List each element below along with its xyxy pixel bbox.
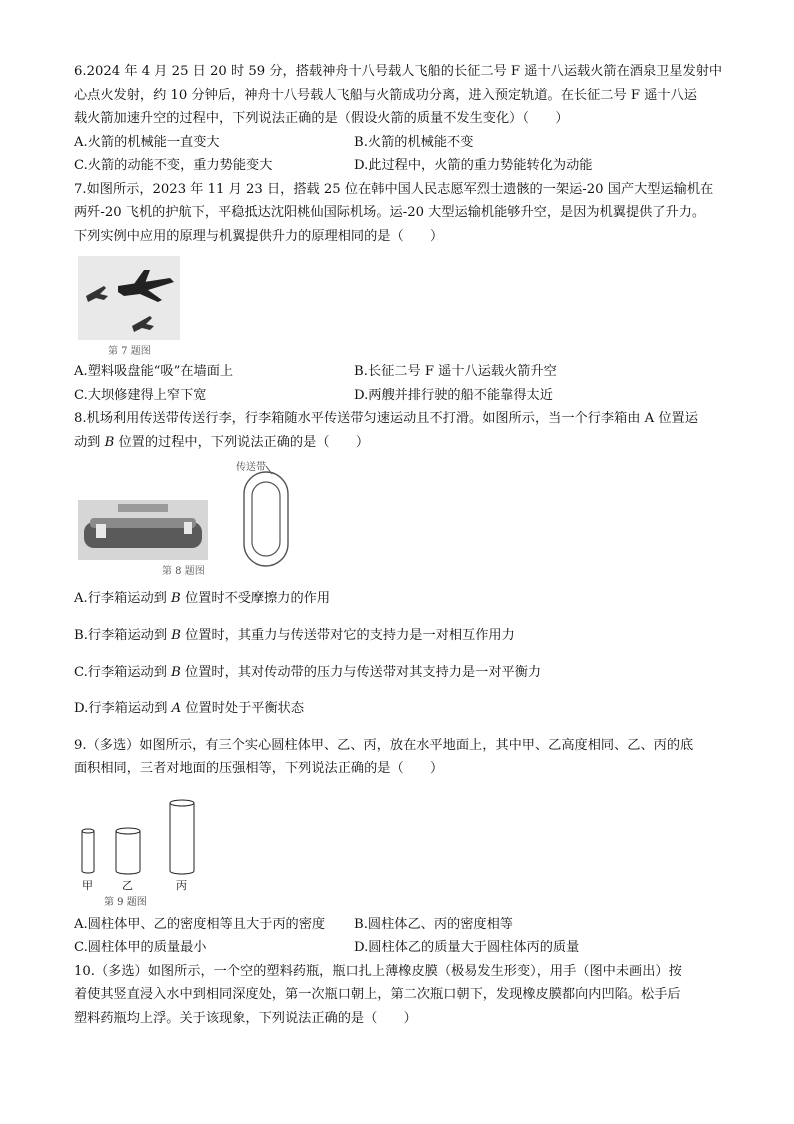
carousel-illustration-icon — [78, 500, 208, 560]
q6-options-row — [74, 131, 734, 155]
q9-option-d: D.圆柱体乙的质量大于圆柱体丙的质量 — [354, 940, 580, 956]
q7-option-a: A.塑料吸盘能“吸”在墙面上 — [74, 364, 234, 379]
aircraft-photo — [78, 256, 180, 340]
question-6 — [74, 60, 734, 178]
q7-option-b: B.长征二号 F 遥十八运载火箭升空 — [354, 364, 557, 379]
q8-stem-line — [74, 431, 734, 455]
q8-option-a — [74, 587, 734, 611]
q7-figure — [78, 256, 180, 356]
cylinders-diagram — [78, 799, 208, 879]
label-yi: 乙 — [122, 878, 133, 892]
text-segment: C.行李箱运动到 — [74, 664, 172, 680]
q6-stem-line: 心点火发射，约 10 分钟后，神舟十八号载人飞船与火箭成功分离，进入预定轨道。在长征二号 F 遥十八运 — [74, 87, 697, 103]
q7-option-d: D.两艘并排行驶的船不能靠得太近 — [354, 387, 553, 403]
q6-stem-line: 载火箭加速升空的过程中，下列说法正确的是（假设火箭的质量不发生变化）（ ） — [74, 111, 569, 126]
q7-options-row — [74, 384, 734, 408]
q9-option-c: C.圆柱体甲的质量最小 — [74, 940, 207, 956]
question-10 — [74, 960, 734, 1031]
question-8 — [74, 407, 734, 721]
q6-option-a: A.火箭的机械能一直变大 — [74, 134, 220, 150]
cylinder-yi — [116, 828, 140, 874]
q9-figure-caption: 第 9 题图 — [104, 896, 147, 908]
q7-options-row — [74, 360, 734, 384]
q6-option-b: B.火箭的机械能不变 — [354, 134, 474, 150]
label-jia: 甲 — [82, 878, 93, 892]
question-9 — [74, 734, 734, 960]
text-segment: 位置时，其对传动带的压力与传送带对其支持力是一对平衡力 — [180, 664, 542, 680]
q9-option-b: B.圆柱体乙、丙的密度相等 — [354, 916, 513, 932]
belt-label: 传送带 — [236, 462, 266, 473]
q8-option-d — [74, 697, 734, 721]
q8-figure — [78, 462, 298, 577]
cylinder-bing — [170, 800, 194, 874]
q10-stem-line: 塑料药瓶均上浮。关于该现象，下列说法正确的是（ ） — [74, 1010, 417, 1026]
q9-options-row — [74, 913, 734, 937]
position-var: B — [171, 664, 181, 680]
q7-stem-line: 7.如图所示，2023 年 11 月 23 日，搭载 25 位在韩中国人民志愿军烈士遗骸的一架运-20 国产大型运输机在 — [74, 181, 714, 197]
q6-option-d: D.此过程中，火箭的重力势能转化为动能 — [354, 158, 593, 173]
q8-stem-line: 8.机场利用传送带传送行李，行李箱随水平传送带匀速运动且不打滑。如图所示，当一个行李箱由 A 位置运 — [74, 411, 698, 426]
text-segment: 位置时不受摩擦力的作用 — [180, 591, 331, 607]
text-segment: 位置时，其重力与传送带对它的支持力是一对相互作用力 — [180, 627, 515, 643]
q9-stem-line: 面积相同，三者对地面的压强相等，下列说法正确的是（ ） — [74, 761, 444, 777]
label-bing: 丙 — [176, 878, 187, 892]
q8-figure-caption: 第 8 题图 — [162, 566, 205, 577]
q9-options-row — [74, 936, 734, 960]
text-segment: D.行李箱运动到 — [74, 701, 172, 717]
text-segment: 动到 — [74, 434, 105, 450]
q10-stem-line: 10.（多选）如图所示，一个空的塑料药瓶，瓶口扎上薄橡皮膜（极易发生形变），用手（图中未画出）按 — [74, 963, 682, 979]
q9-stem-line: 9.（多选）如图所示，有三个实心圆柱体甲、乙、丙，放在水平地面上，其中甲、乙高度相同、乙、丙的底 — [74, 737, 694, 753]
q6-stem-line: 6.2024 年 4 月 25 日 20 时 59 分，搭载神舟十八号载人飞船的长征二号 F 遥十八运载火箭在酒泉卫星发射中 — [74, 64, 723, 79]
exam-page — [74, 60, 734, 1030]
text-segment: 位置的过程中，下列说法正确的是（ ） — [114, 434, 370, 450]
q8-option-b — [74, 624, 734, 648]
position-var: A — [171, 701, 182, 717]
q6-option-c: C.火箭的动能不变，重力势能变大 — [74, 158, 273, 173]
position-var: B — [171, 591, 181, 607]
q9-figure — [78, 799, 208, 909]
position-var: B — [171, 627, 181, 643]
q10-stem-line: 着使其竖直浸入水中到相同深度处，第一次瓶口朝上，第二次瓶口朝下，发现橡皮膜都向内凹陷。松手后 — [74, 987, 681, 1003]
text-segment: 位置时处于平衡状态 — [181, 701, 305, 717]
q6-options-row — [74, 154, 734, 178]
text-segment: A.行李箱运动到 — [74, 591, 172, 607]
q7-option-c: C.大坝修建得上窄下宽 — [74, 387, 207, 403]
baggage-carousel-photo — [78, 500, 208, 560]
q9-option-a: A.圆柱体甲、乙的密度相等且大于丙的密度 — [74, 916, 326, 932]
q7-stem-line: 两歼-20 飞机的护航下，平稳抵达沈阳桃仙国际机场。运-20 大型运输机能够升空，是因为机翼提供了升力。 — [74, 205, 706, 220]
text-segment: B.行李箱运动到 — [74, 627, 172, 643]
cylinder-jia — [82, 829, 94, 873]
q7-figure-caption: 第 7 题图 — [108, 346, 151, 357]
conveyor-loop-diagram — [238, 464, 298, 574]
aircraft-silhouette-icon — [78, 256, 180, 340]
position-b-var: B — [104, 434, 115, 450]
q8-option-c — [74, 661, 734, 685]
q7-stem-line: 下列实例中应用的原理与机翼提供升力的原理相同的是（ ） — [74, 228, 444, 244]
question-7 — [74, 178, 734, 408]
